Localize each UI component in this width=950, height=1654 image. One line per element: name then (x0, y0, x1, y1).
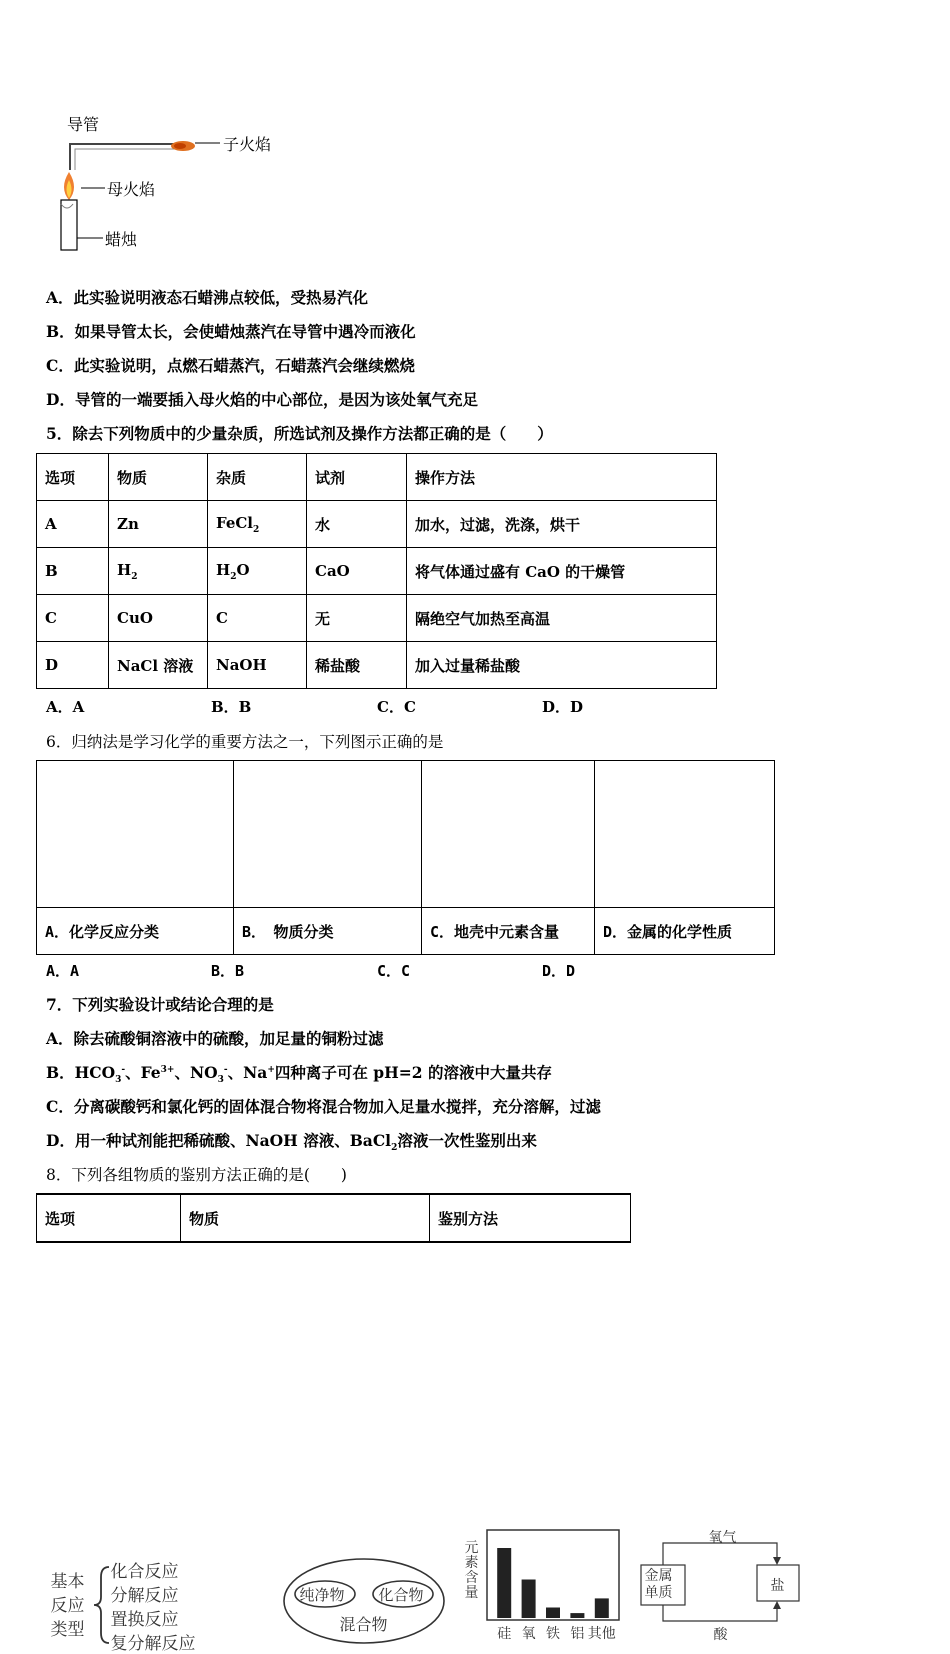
superscript: 3+ (160, 1064, 175, 1075)
q7-b-prefix: B．HCO (46, 1063, 116, 1082)
header-impurity: 杂质 (208, 454, 307, 501)
q4-option-c: C．此实验说明，点燃石蜡蒸汽，石蜡蒸汽会继续燃烧 (46, 356, 415, 375)
header-reagent: 试剂 (307, 454, 407, 501)
cell-substance: Zn (109, 501, 208, 548)
cell-method: 将气体通过盛有 CaO 的干燥管 (407, 548, 717, 595)
q7-b-tail: 四种离子可在 pH=2 的溶液中大量共存 (274, 1063, 552, 1082)
cell-method: 加水，过滤，洗涤，烘干 (407, 501, 717, 548)
header-method: 操作方法 (407, 454, 717, 501)
x-tick-label: 铁 (545, 1625, 560, 1642)
q5-table (36, 453, 717, 689)
q4-option-a: A．此实验说明液态石蜡沸点较低，受热易汽化 (46, 288, 369, 307)
q6-answer-c[interactable]: C．C (377, 962, 411, 980)
cell-substance: NaCl 溶液 (109, 642, 208, 689)
header-substance: 物质 (109, 454, 208, 501)
q7-d-post: 溶液一次性鉴别出来 (397, 1131, 537, 1150)
label-compound: 化合物 (378, 1585, 424, 1604)
table-row (37, 595, 717, 642)
superscript: - (223, 1064, 228, 1075)
x-tick-label: 铝 (569, 1625, 584, 1642)
impurity-subscript: 2 (253, 524, 260, 535)
cell-impurity (208, 501, 307, 548)
header-option: 选项 (37, 1194, 181, 1242)
q6-answer-a[interactable]: A．A (46, 962, 80, 980)
table-row (37, 501, 717, 548)
chart-ylabel: 元素含量 (464, 1539, 479, 1601)
label-candle: 蜡烛 (105, 230, 138, 249)
panel-d-caption: D．金属的化学性质 (595, 908, 775, 955)
panel-a-item-3: 置换反应 (110, 1609, 179, 1630)
label-metal-element: 金属单质 (644, 1567, 673, 1601)
panel-c-caption: C．地壳中元素含量 (422, 908, 595, 955)
q8-stem: 8．下列各组物质的鉴别方法正确的是( ) (46, 1166, 347, 1184)
substance-text: H (117, 560, 132, 579)
cell-reagent: 稀盐酸 (307, 642, 407, 689)
cell-method: 加入过量稀盐酸 (407, 642, 717, 689)
cell-reagent: CaO (307, 548, 407, 595)
q6-answer-d[interactable]: D．D (542, 962, 576, 980)
panel-a-item-4: 复分解反应 (110, 1633, 196, 1654)
q6-stem: 6．归纳法是学习化学的重要方法之一，下列图示正确的是 (46, 733, 444, 751)
cell-substance (109, 548, 208, 595)
superscript: - (121, 1064, 126, 1075)
substance-subscript: 2 (131, 571, 138, 582)
q6-figure-row (37, 761, 775, 908)
panel-a-caption: A．化学反应分类 (37, 908, 234, 955)
panel-b-caption: B． 物质分类 (234, 908, 422, 955)
candle-experiment-figure (55, 108, 295, 258)
x-tick-label: 氧 (521, 1625, 536, 1642)
table-header-row (37, 1194, 631, 1242)
cell-option: C (37, 595, 109, 642)
table-row (37, 642, 717, 689)
panel-a-item-2: 分解反应 (110, 1585, 179, 1606)
q7-b-no: 、NO (174, 1063, 218, 1082)
panel-a-left-1: 基本 (50, 1571, 85, 1592)
cell-substance: CuO (109, 595, 208, 642)
q4-option-b: B．如果导管太长，会使蜡烛蒸汽在导管中遇冷而液化 (46, 322, 416, 341)
label-salt: 盐 (770, 1577, 785, 1594)
cell-reagent: 无 (307, 595, 407, 642)
q7-d-pre: D．用一种试剂能把稀硫酸、NaOH 溶液、BaCl (46, 1131, 392, 1150)
q6-answer-b[interactable]: B．B (211, 962, 245, 980)
q5-answer-d[interactable]: D．D (542, 698, 584, 716)
header-option: 选项 (37, 454, 109, 501)
bar-2 (546, 1607, 560, 1618)
header-substance: 物质 (181, 1194, 430, 1242)
cell-option: B (37, 548, 109, 595)
label-oxygen: 氧气 (708, 1529, 737, 1546)
q5-stem: 5．除去下列物质中的少量杂质，所选试剂及操作方法都正确的是（ ） (46, 424, 553, 443)
bar-3 (570, 1613, 584, 1618)
impurity-tail: O (236, 560, 250, 579)
cell-option: D (37, 642, 109, 689)
impurity-text: FeCl (216, 513, 254, 532)
q8-table (36, 1193, 631, 1243)
q5-answer-b[interactable]: B．B (211, 698, 252, 716)
q7-option-a: A．除去硫酸铜溶液中的硫酸，加足量的铜粉过滤 (46, 1029, 384, 1048)
label-mother-flame: 母火焰 (107, 180, 156, 199)
label-acid: 酸 (713, 1626, 728, 1643)
q7-option-b (46, 1061, 552, 1085)
bar-4 (594, 1598, 608, 1618)
panel-a-left-2: 反应 (50, 1595, 85, 1616)
q7-b-na: 、Na (227, 1063, 268, 1082)
q7-option-d (46, 1129, 537, 1153)
q7-stem: 7．下列实验设计或结论合理的是 (46, 995, 274, 1014)
label-mixture: 混合物 (339, 1614, 388, 1634)
impurity-subscript: 2 (230, 571, 237, 582)
label-pure-substance: 纯净物 (299, 1585, 345, 1604)
panel-a-item-1: 化合反应 (110, 1561, 179, 1582)
cell-reagent: 水 (307, 501, 407, 548)
header-method: 鉴别方法 (430, 1194, 631, 1242)
subscript: 2 (391, 1143, 398, 1154)
cell-impurity: NaOH (208, 642, 307, 689)
q5-answer-c[interactable]: C．C (377, 698, 416, 716)
q5-answer-a[interactable]: A．A (46, 698, 85, 716)
table-row (37, 548, 717, 595)
q4-option-d: D．导管的一端要插入母火焰的中心部位，是因为该处氧气充足 (46, 390, 478, 409)
q7-option-c: C．分离碳酸钙和氯化钙的固体混合物将混合物加入足量水搅拌，充分溶解，过滤 (46, 1097, 601, 1116)
subscript: 3 (115, 1075, 122, 1086)
x-tick-label: 硅 (496, 1625, 511, 1642)
q6-caption-row (37, 908, 775, 955)
label-tube: 导管 (67, 115, 100, 134)
impurity-text: H (216, 560, 231, 579)
label-child-flame: 子火焰 (223, 135, 272, 154)
cell-impurity (208, 548, 307, 595)
bar-0 (497, 1548, 511, 1618)
subscript: 3 (217, 1075, 224, 1086)
cell-option: A (37, 501, 109, 548)
q7-b-fe: 、Fe (125, 1063, 161, 1082)
panel-a-left-3: 类型 (50, 1619, 85, 1640)
bar-1 (521, 1579, 535, 1618)
x-tick-label: 其他 (587, 1625, 616, 1642)
cell-method: 隔绝空气加热至高温 (407, 595, 717, 642)
crust-element-chart (462, 1525, 627, 1645)
cell-impurity: C (208, 595, 307, 642)
table-header-row (37, 454, 717, 501)
superscript: + (267, 1064, 275, 1075)
